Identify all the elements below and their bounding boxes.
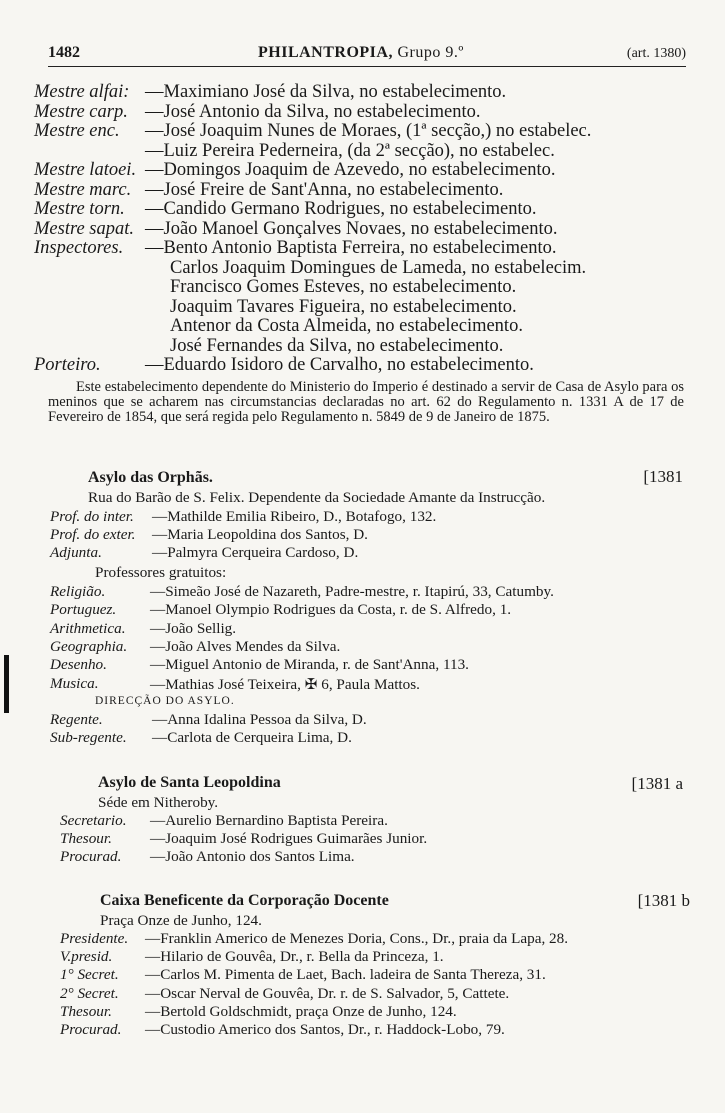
entry-text: —Mathias José Teixeira, ✠ 6, Paula Mattos. [150,675,420,693]
article-ref: (art. 1380) [626,46,686,61]
entry-label: 1° Secret. [60,966,119,984]
subheading: Professores gratuitos: [95,564,227,581]
section-title: Asylo de Santa Leopoldina [98,774,281,791]
page-header [48,40,686,67]
entry-text: —Carlos M. Pimenta de Laet, Bach. ladeira de Santa Thereza, 31. [145,966,546,984]
entry-label: Regente. [50,711,103,728]
section-number: [1381 [643,467,683,486]
entry-label: Porteiro. [34,355,101,375]
entry-text: José Fernandes da Silva, no estabelecimento. [170,335,504,356]
entry-text: Joaquim Tavares Figueira, no estabelecimento. [170,296,517,317]
entry-text: —Anna Idalina Pessoa da Silva, D. [152,711,367,728]
running-title: PHILANTROPIA, Grupo 9.º [258,44,464,61]
entry-text: —Mathilde Emilia Ribeiro, D., Botafogo, 132. [152,508,437,525]
entry-label: Mestre alfai: [34,82,130,102]
entry-label: Prof. do inter. [50,508,134,525]
section-address: Praça Onze de Junho, 124. [100,912,262,929]
entry-label: Mestre latoei. [34,160,137,180]
entry-label: Arithmetica. [50,619,126,637]
entry-text: —Joaquim José Rodrigues Guimarães Junior. [150,830,428,847]
entry-text: Carlos Joaquim Domingues de Lameda, no estabelecim. [170,257,587,278]
entry-label: Mestre marc. [34,179,132,200]
entry-text: —José Freire de Sant'Anna, no estabelecimento. [145,179,504,200]
section-title: Asylo das Orphãs. [88,469,213,486]
entry-text: —Aurelio Bernardino Baptista Pereira. [150,812,388,829]
establishment-note: Este estabelecimento dependente do Ministerio do Imperio é destinado a servir de Casa de Asylo para os meninos que se acharem nas circumstancias declaradas no art. 62 do Regulamento n. 1331 A de 17 de Fevereiro de 1854, que será regida pelo Regulamento n. 5849 de 9 de Janeiro de 1875. [48,379,684,425]
entry-text: —Carlota de Cerqueira Lima, D. [152,729,352,746]
entry-text: —Manoel Olympio Rodrigues da Costa, r. de S. Alfredo, 1. [150,601,512,619]
entry-label: Musica. [50,674,99,692]
entry-label: Procurad. [60,848,122,865]
entry-label: Desenho. [50,656,107,674]
entry-text: Francisco Gomes Esteves, no estabelecimento. [170,277,517,297]
entry-text: —José Joaquim Nunes de Moraes, (1ª secção,) no estabelec. [145,121,592,141]
entry-label: Mestre sapat. [34,218,135,239]
page-number: 1482 [48,44,80,61]
entry-text: —Domingos Joaquim de Azevedo, no estabelecimento. [145,160,556,180]
entry-text: —João Manoel Gonçalves Novaes, no estabelecimento. [145,218,558,239]
entry-text: —Hilario de Gouvêa, Dr., r. Bella da Princeza, 1. [145,948,444,966]
entry-label: Adjunta. [50,544,102,561]
entry-text: —Candido Germano Rodrigues, no estabelecimento. [145,199,537,219]
entry-label: Procurad. [60,1021,122,1038]
entry-label: Mestre torn. [34,199,125,219]
section-address: Rua do Barão de S. Felix. Dependente da Sociedade Amante da Instrucção. [88,489,546,506]
entry-label: Mestre enc. [34,121,120,141]
entry-text: —Oscar Nerval de Gouvêa, Dr. r. de S. Salvador, 5, Cattete. [145,984,510,1002]
section-number: [1381 a [631,774,683,793]
entry-text: —Palmyra Cerqueira Cardoso, D. [152,544,359,561]
entry-text: —João Sellig. [150,619,237,637]
entry-text: —José Antonio da Silva, no estabelecimento. [145,101,481,122]
margin-mark [4,655,9,713]
entry-label: Portuguez. [50,601,117,619]
entry-label: Presidente. [60,930,129,947]
entry-label: Sub-regente. [50,729,127,746]
entry-label: Secretario. [60,812,127,829]
subheading: DIRECÇÃO DO ASYLO. [95,695,235,707]
entry-text: —Maria Leopoldina dos Santos, D. [152,526,368,543]
entry-label: Mestre carp. [34,101,128,122]
section-address: Séde em Nitheroby. [98,794,219,811]
entry-text: —Miguel Antonio de Miranda, r. de Sant'Anna, 113. [150,656,469,674]
entry-label: V.presid. [60,948,113,966]
entry-label: Geographia. [50,637,128,655]
entry-label: Inspectores. [34,238,124,258]
entry-label: Thesour. [60,1002,112,1020]
entry-label: Prof. do exter. [50,526,136,543]
entry-text: —Eduardo Isidoro de Carvalho, no estabelecimento. [145,355,534,375]
entry-text: —Bento Antonio Baptista Ferreira, no estabelecimento. [145,238,557,258]
entry-text: —Franklin Americo de Menezes Doria, Cons., Dr., praia da Lapa, 28. [145,930,569,947]
entry-label: Thesour. [60,830,112,847]
section-number: [1381 b [637,891,690,910]
entry-text: —Luiz Pereira Pederneira, (da 2ª secção), no estabelec. [145,140,555,161]
entry-label: 2° Secret. [60,984,119,1002]
entry-text: —Simeão José de Nazareth, Padre-mestre, r. Itapirú, 33, Catumby. [150,583,554,600]
entry-text: —Maximiano José da Silva, no estabelecimento. [145,82,507,102]
entry-text: —Custodio Americo dos Santos, Dr., r. Haddock-Lobo, 79. [145,1021,505,1038]
entry-label: Religião. [50,583,106,600]
entry-text: —Bertold Goldschmidt, praça Onze de Junho, 124. [145,1002,457,1020]
section-title: Caixa Beneficente da Corporação Docente [100,892,389,909]
entry-text: —João Antonio dos Santos Lima. [150,848,355,865]
entry-text: —João Alves Mendes da Silva. [150,637,341,655]
entry-text: Antenor da Costa Almeida, no estabelecimento. [170,316,523,336]
